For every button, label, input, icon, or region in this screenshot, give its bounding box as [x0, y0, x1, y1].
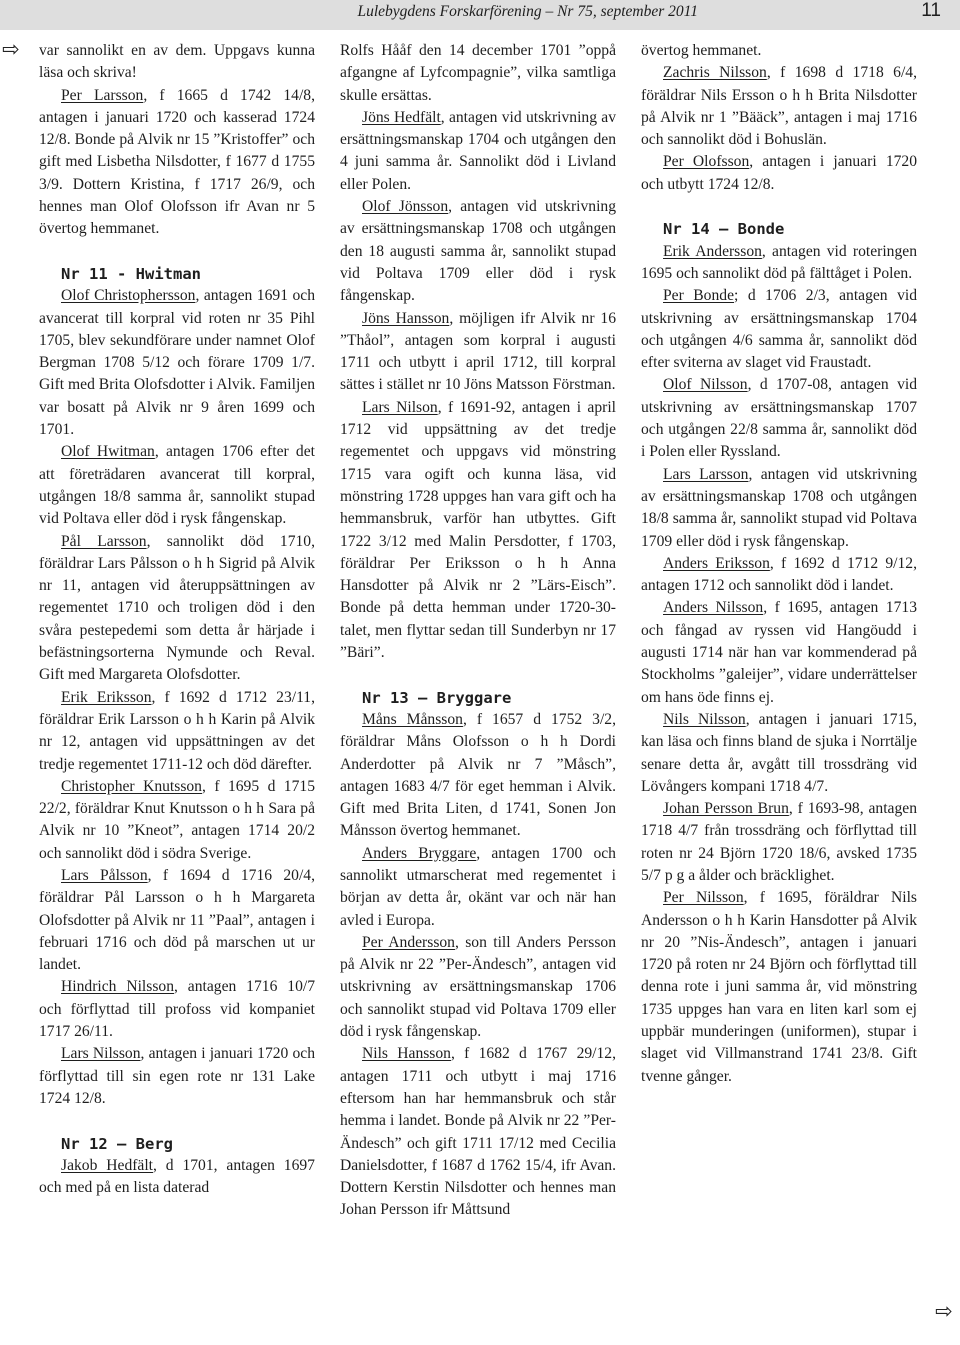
person-name: Olof Jönsson — [362, 198, 449, 216]
person-name: Måns Månsson — [362, 710, 463, 728]
entry-paragraph — [641, 464, 917, 553]
section-heading-nr-11: Nr 11 - Hwitman — [61, 264, 201, 283]
entry-paragraph — [39, 1155, 315, 1200]
entry-text: , möjligen ifr Alvik nr 16 ”Thåol”, antagen som korpral i augusti 1711 och utbytt i april 1712, till korpral sättes i stället nr 10 Jöns Matsson Förstman. — [340, 309, 617, 394]
journal-title: Lulebygdens Forskarförening – Nr 75, september 2011 — [357, 3, 698, 20]
person-name: Lars Nilsson — [61, 1045, 141, 1063]
person-name: Erik Andersson — [663, 242, 762, 260]
section-heading-nr-13: Nr 13 – Bryggare — [362, 688, 512, 707]
entry-text: , antagen 1691 och avancerat till korpral vid roten nr 35 Pihl 1705, blev sekundförare under namnet Olof Bergman 1708 5/12 och förare 1709 1/7. Gift med Brita Olofsdotter i Alvik. Familjen var bosatt på Alvik nr 9 åren 1699 och 1701. — [39, 287, 315, 439]
person-name: Per Larsson — [61, 86, 144, 104]
page-number: 11 — [921, 0, 941, 21]
entry-text: , f 1665 d 1742 14/8, antagen i januari 1720 och kasserad 1724 12/8. Bonde på Alvik nr 15 ”Kristoffer” och gift med Lisbetha Nilsdotter, f 1677 d 1755 3/9. Dottern Kristina, f 1717 26/9, och hennes man Olof Olofsson ifr Avan nr 5 övertog hemmanet. — [39, 86, 315, 238]
person-name: Nils Hansson — [362, 1045, 451, 1063]
entry-text: , f 1695, antagen 1713 och fångad av ryssen vid Hangöudd i augusti 1714 när han var kommenderad på Stockholms ”galeijer”, vidare underrättelser om hans öde finns ej. — [641, 599, 917, 706]
entry-paragraph — [641, 597, 917, 708]
entry-paragraph — [641, 887, 917, 1088]
person-name: Hindrich Nilsson — [61, 978, 174, 996]
entry-text: , sannolikt död 1710, föräldrar Lars Pålsson o h h Sigrid på Alvik nr 11, antagen vid återuppsättningen av regementet 1710 och troligen död i den svåra pestepedemi som detta år härjade i befästningsorterna Nymunde och Reval. Gift med Margareta Olofsdotter. — [39, 532, 315, 684]
person-name: Jakob Hedfält — [61, 1156, 154, 1174]
entry-paragraph — [641, 285, 917, 374]
entry-text: , f 1698 d 1718 6/4, föräldrar Nils Ersson o h h Brita Nilsdotter på Alvik nr 1 ”Bääck”, antagen i maj 1716 och sannolikt död i Bohuslän. — [641, 64, 917, 149]
person-name: Lars Larsson — [663, 465, 749, 483]
column-1 — [39, 40, 315, 1199]
person-name: Olof Nilsson — [663, 376, 748, 394]
spacer — [340, 664, 616, 686]
person-name: Olof Hwitman — [61, 443, 155, 461]
person-name: Zachris Nilsson — [663, 64, 767, 82]
entry-paragraph — [39, 285, 315, 441]
entry-paragraph — [340, 397, 616, 665]
entry-paragraph — [641, 553, 917, 598]
entry-paragraph — [340, 308, 616, 397]
section-heading-nr-14: Nr 14 – Bonde — [663, 220, 785, 239]
entry-paragraph — [641, 241, 917, 286]
entry-paragraph — [39, 441, 315, 530]
entry-text: , antagen i januari 1715, kan läsa och finns bland de sjuka i Norrtälje senare detta år, avgått till trossdräng vid Lövångers kompani 1718 4/7. — [641, 710, 917, 795]
page-header — [0, 0, 960, 30]
entry-text: , d 1701, antagen 1697 och med på en lista daterad — [39, 1156, 315, 1197]
entry-text: , f 1694 d 1716 20/4, föräldrar Pål Larsson o h h Margareta Olofsdotter på Alvik nr 11 ”Paal”, antagen i februari 1716 och död på marschen ut ur landet. — [39, 866, 315, 974]
section-heading-nr-12: Nr 12 – Berg — [61, 1134, 173, 1153]
paragraph: Rolfs Hååf den 14 december 1701 ”oppå afgangne af Lyfcompagnie”, vilka samtliga skulle ersättas. — [340, 42, 616, 104]
entry-paragraph — [340, 843, 616, 932]
entry-paragraph — [340, 196, 616, 307]
spacer — [39, 241, 315, 263]
entry-paragraph — [641, 62, 917, 151]
entry-paragraph — [340, 1043, 616, 1221]
entry-paragraph — [39, 687, 315, 776]
entry-paragraph — [641, 798, 917, 887]
person-name: Lars Pålsson — [61, 866, 148, 884]
entry-text: , f 1691-92, antagen i april 1712 vid uppsättning av det tredje regementet och uppgavs vid mönstring 1715 vara ogift och kunna läsa, vid mönstring 1728 uppges han vara gift och ha hemmansbruk, varför han utbyttes. Gift 1722 3/12 med Malin Persdotter, f 1703, föräldrar Per Eriksson o h h Anna Hansdotter på Alvik nr 2 ”Lärs-Eisch”. Bonde på detta hemman under 1720-30-talet, men flyttar sedan till Sunderbyn nr 17 ”Bäri”. — [340, 398, 616, 662]
entry-paragraph — [39, 85, 315, 241]
entry-text: , antagen vid utskrivning av ersättningsmanskap 1704 och utgången den 4 juni samma år. Sannolikt död i Livland eller Polen. — [340, 108, 616, 193]
person-name: Johan Persson Brun — [663, 800, 789, 818]
entry-text: , f 1695 d 1715 22/2, föräldrar Knut Knutsson o h h Sara på Alvik nr 10 ”Kneot”, antagen 1714 20/2 och sannolikt död i södra Sverige. — [39, 777, 315, 862]
person-name: Per Andersson — [362, 933, 455, 951]
entry-paragraph — [39, 776, 315, 865]
entry-text: , f 1657 d 1752 3/2, föräldrar Måns Olofsson o h h Dordi Anderdotter på Alvik nr 7 ”Måsch”, antagen 1683 4/7 för eget hemman i Alvik. Gift med Brita Liten, d 1741, Sonen Jon Månsson övertog hemmanet. — [340, 710, 616, 840]
entry-text: , antagen 1700 och sannolikt utmarscherat med regementet i början av detta år, okänt var och när han avled i Europa. — [340, 844, 616, 929]
person-name: Christopher Knutsson — [61, 777, 202, 795]
entry-paragraph — [641, 709, 917, 798]
person-name: Per Nilsson — [663, 889, 744, 907]
person-name: Anders Bryggare — [362, 844, 477, 862]
entry-paragraph — [340, 107, 616, 196]
person-name: Olof Christophersson — [61, 287, 196, 305]
entry-text: , f 1695, föräldrar Nils Andersson o h h Karin Hansdotter på Alvik nr 20 ”Nis-Ändesch”, antagen i januari 1720 på roten nr 24 Björn och förflyttad till denna rote i juni samma år, vid mönstring 1735 uppges han vara en liten karl som ej uppbär munderingen (uniformen), stupar i slaget vid Villmanstrand 1741 23/8. Gift tvenne gånger. — [641, 889, 918, 1085]
person-name: Jöns Hansson — [362, 309, 450, 327]
spacer — [641, 196, 917, 218]
paragraph: övertog hemmanet. — [641, 42, 762, 59]
entry-paragraph — [641, 374, 917, 463]
person-name: Lars Nilson — [362, 398, 438, 416]
person-name: Anders Nilsson — [663, 599, 764, 617]
entry-text: , d 1707-08, antagen vid utskrivning av ersättningsmanskap 1707 och utgången 22/8 samma år, sannolikt död i Polen eller Ryssland. — [641, 376, 918, 461]
continues-arrow-icon: ⇨ — [935, 1299, 953, 1323]
entry-paragraph — [39, 1043, 315, 1110]
entry-text: , antagen 1706 efter det att företrädaren avancerat till korpral, utgången 18/8 samma år, sannolikt stupad vid Poltava eller död i rysk fångenskap. — [39, 443, 315, 528]
entry-text: , antagen 1716 10/7 och förflyttad till profoss vid kompaniet 1717 26/11. — [39, 978, 315, 1041]
entry-text: , f 1693-98, antagen 1718 4/7 från trossdräng och förflyttad till roten nr 24 Björn 1720 18/6, avsked 1735 5/7 p g a ålder och bräcklighet. — [641, 800, 917, 884]
continued-arrow-icon: ⇨ — [2, 37, 20, 61]
column-3 — [641, 40, 917, 1088]
person-name: Anders Eriksson — [663, 554, 770, 572]
person-name: Erik Eriksson — [61, 688, 152, 706]
entry-paragraph — [39, 531, 315, 687]
spacer — [39, 1110, 315, 1132]
paragraph: var sannolikt en av dem. Uppgavs kunna läsa och skriva! — [39, 42, 315, 82]
entry-text: , antagen vid utskrivning av ersättningsmanskap 1708 och utgången den 18 augusti samma år, sannolikt stupad vid Poltava 1709 eller död i rysk fångenskap. — [340, 198, 617, 305]
person-name: Nils Nilsson — [663, 710, 746, 728]
entry-text: , f 1682 d 1767 29/12, antagen 1711 och utbytt i maj 1716 eftersom han har hemmansbruk och står hemma i landet. Bonde på Alvik nr 22 ”Per-Ändesch” och gift 1711 17/12 med Cecilia Danielsdotter, f 1687 d 1762 15/4, ifr Avan. Dottern Kerstin Nilsdotter och hennes man Johan Persson ifr Måttsund — [340, 1045, 616, 1219]
entry-text: , son till Anders Persson på Alvik nr 22 ”Per-Ändesch”, antagen vid utskrivning av ersättningsmanskap 1706 och sannolikt stupad vid Poltava 1709 eller död i rysk fångenskap. — [340, 933, 616, 1041]
entry-text: , antagen vid roteringen 1695 och sannolikt död på fälttåget i Polen. — [641, 242, 917, 282]
entry-text: , f 1692 d 1712 9/12, antagen 1712 och sannolikt död i landet. — [641, 554, 917, 595]
column-2 — [340, 40, 616, 1222]
person-name: Jöns Hedfält — [362, 108, 441, 126]
entry-paragraph — [39, 865, 315, 976]
entry-text: ; d 1706 2/3, antagen vid utskrivning av ersättningsmanskap 1704 och utgången 4/6 samma år, sannolikt död efter sviterna av slaget vid Fraustadt. — [641, 287, 918, 372]
person-name: Per Bonde — [663, 287, 734, 305]
entry-text: , antagen i januari 1720 och utbytt 1724 12/8. — [641, 153, 918, 193]
entry-text: , antagen vid utskrivning av ersättningsmanskap 1708 och utgången 18/8 samma år, sannolikt stupad vid Poltava 1709 eller död i rysk fångenskap. — [641, 465, 917, 550]
entry-text: , f 1692 d 1712 23/11, föräldrar Erik Larsson o h h Karin på Alvik nr 12, antagen vid uppsättningen av det tredje regementet 1711-12 och död därefter. — [39, 688, 315, 773]
entry-paragraph — [39, 976, 315, 1043]
entry-paragraph — [340, 932, 616, 1043]
entry-paragraph — [340, 709, 616, 843]
entry-text: , antagen i januari 1720 och förflyttad till sin egen rote nr 131 Lake 1724 12/8. — [39, 1045, 316, 1107]
person-name: Per Olofsson — [663, 153, 750, 171]
person-name: Pål Larsson — [61, 532, 147, 550]
entry-paragraph — [641, 151, 917, 196]
